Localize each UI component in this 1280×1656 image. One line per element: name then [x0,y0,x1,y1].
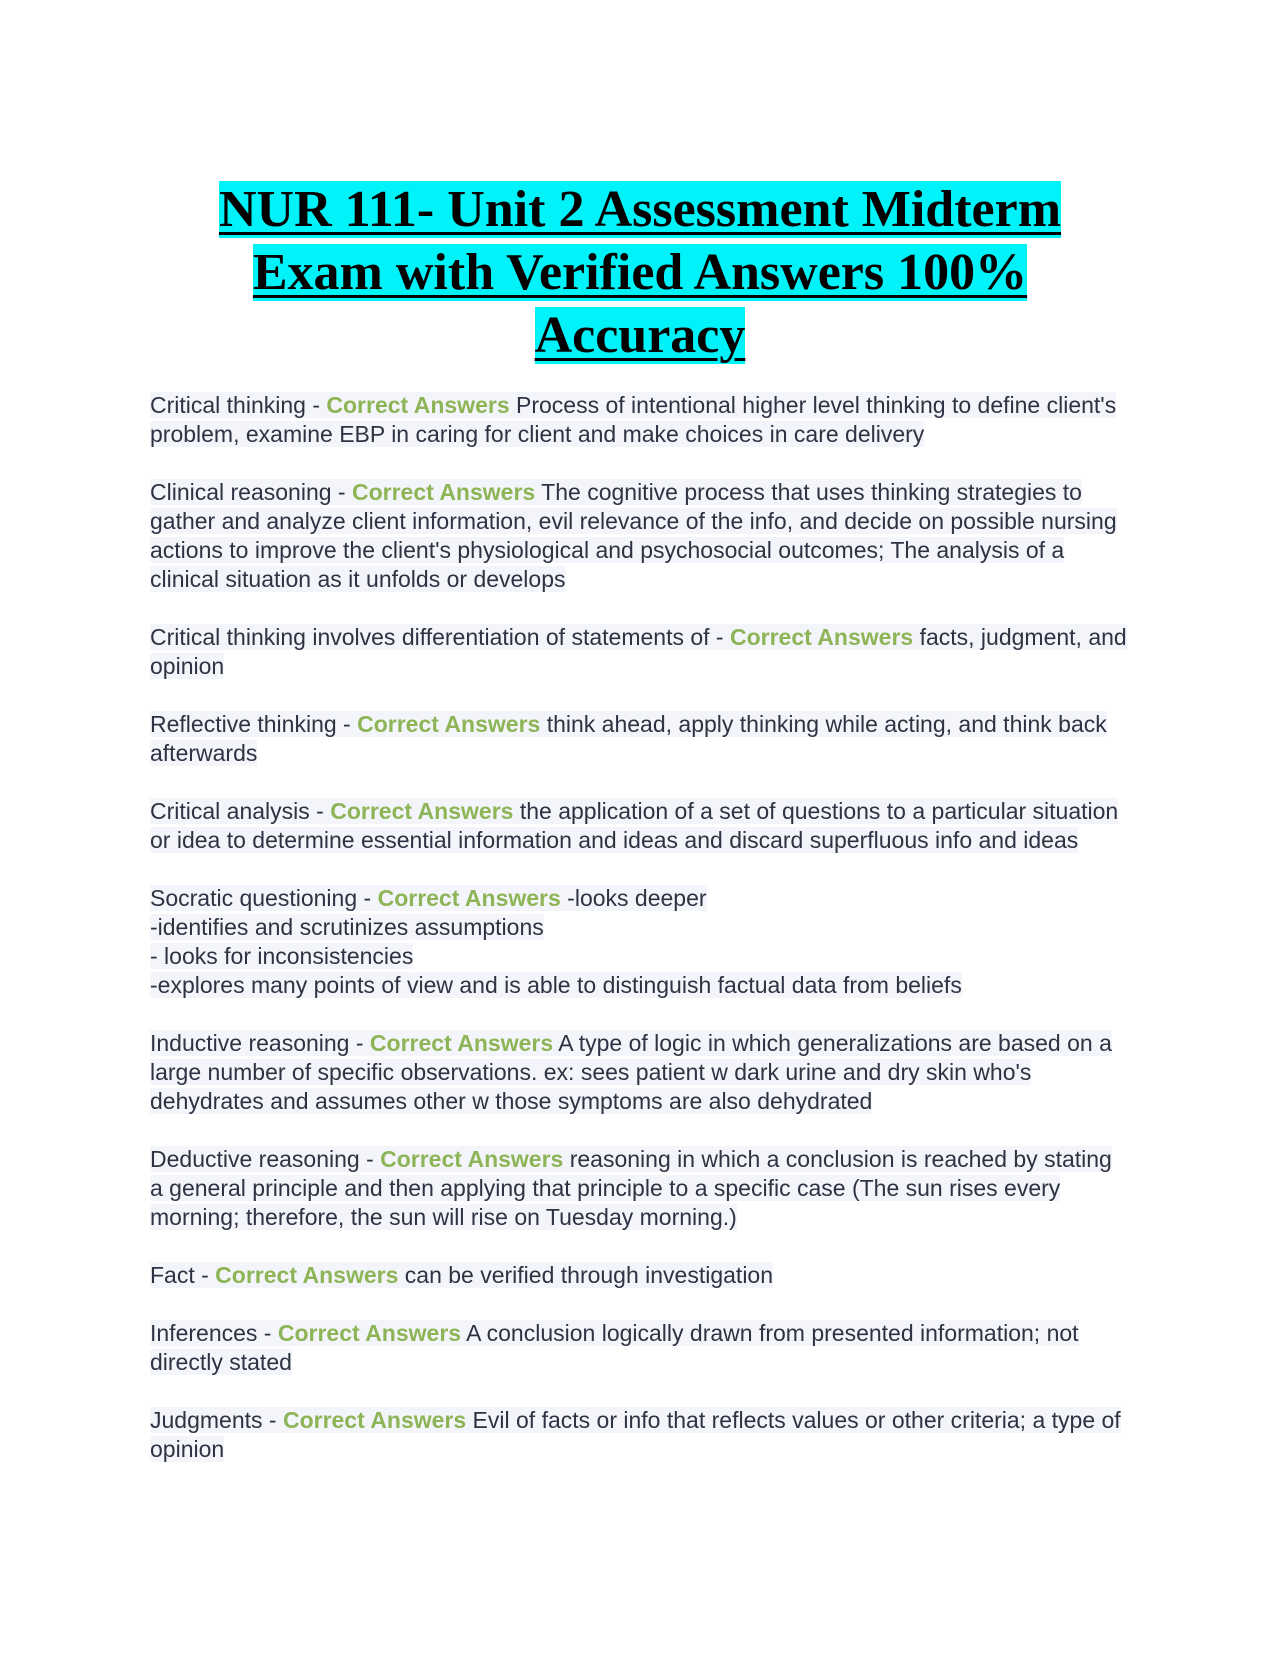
qa-entry [150,1406,1130,1464]
qa-entry [150,797,1130,855]
qa-term: Socratic questioning - [150,885,378,911]
qa-definition-line: -identifies and scrutinizes assumptions [150,914,544,940]
qa-entry [150,623,1130,681]
qa-answer-label: Correct Answers [330,798,514,824]
qa-term: Deductive reasoning - [150,1146,381,1172]
qa-definition-line: -explores many points of view and is able to distinguish factual data from beliefs [150,972,962,998]
qa-definition: can be verified through investigation [398,1262,774,1288]
qa-term: Judgments - [150,1407,283,1433]
qa-entry [150,884,1130,1000]
qa-entry [150,391,1130,449]
qa-definition: Process of intentional higher level thinking to define client's problem, examine EBP in caring for client and make choices in care delivery [150,392,1117,447]
qa-definition: The cognitive process that uses thinking strategies to gather and analyze client information, evil relevance of the info, and decide on possible nursing actions to improve the client's physiological and psychosocial outcomes; The analysis of a clinical situation as it unfolds or develops [150,479,1117,592]
qa-entry [150,478,1130,594]
qa-answer-label: Correct Answers [377,885,561,911]
qa-definition: the application of a set of questions to a particular situation or idea to determine essential information and ideas and discard superfluous info and ideas [150,798,1119,853]
document-page [150,178,1130,1493]
qa-answer-label: Correct Answers [282,1407,467,1433]
qa-entry [150,1029,1130,1116]
qa-answer-label: Correct Answers [326,392,510,418]
qa-term: Clinical reasoning - [150,479,352,505]
qa-term: Critical thinking involves differentiation of statements of - [150,624,730,650]
qa-entry [150,1319,1130,1377]
qa-term: Inferences - [150,1320,278,1346]
qa-answer-label: Correct Answers [380,1146,564,1172]
qa-definition: A type of logic in which generalizations are based on a large number of specific observations. ex: sees patient w dark urine and dry skin who's dehydrates and assumes other w those symptoms are also dehydrated [150,1030,1112,1114]
qa-term: Critical thinking - [150,392,327,418]
document-title-heading [150,178,1130,367]
document-title: NUR 111- Unit 2 Assessment Midterm Exam with Verified Answers 100% Accuracy [218,181,1062,364]
qa-answer-label: Correct Answers [369,1030,554,1056]
qa-definition: think ahead, apply thinking while acting, and think back afterwards [150,711,1107,766]
qa-answer-label: Correct Answers [215,1262,399,1288]
qa-term: Fact - [150,1262,216,1288]
qa-definition: reasoning in which a conclusion is reached by stating a general principle and then applying that principle to a specific case (The sun rises every morning; therefore, the sun will rise on Tuesday morning.) [150,1146,1112,1230]
qa-term: Inductive reasoning - [150,1030,370,1056]
qa-definition: Evil of facts or info that reflects values or other criteria; a type of opinion [150,1407,1121,1462]
qa-definition: -looks deeper [560,885,707,911]
qa-answer-label: Correct Answers [729,624,914,650]
qa-entry [150,1261,1130,1290]
qa-answer-label: Correct Answers [357,711,541,737]
qa-term: Reflective thinking - [150,711,358,737]
qa-entry [150,1145,1130,1232]
qa-definition: A conclusion logically drawn from presented information; not directly stated [150,1320,1079,1375]
qa-answer-label: Correct Answers [351,479,536,505]
qa-definition-line: - looks for inconsistencies [150,943,414,969]
qa-list [150,391,1130,1464]
qa-entry [150,710,1130,768]
qa-definition: facts, judgment, and opinion [150,624,1127,679]
qa-term: Critical analysis - [150,798,331,824]
qa-answer-label: Correct Answers [277,1320,462,1346]
